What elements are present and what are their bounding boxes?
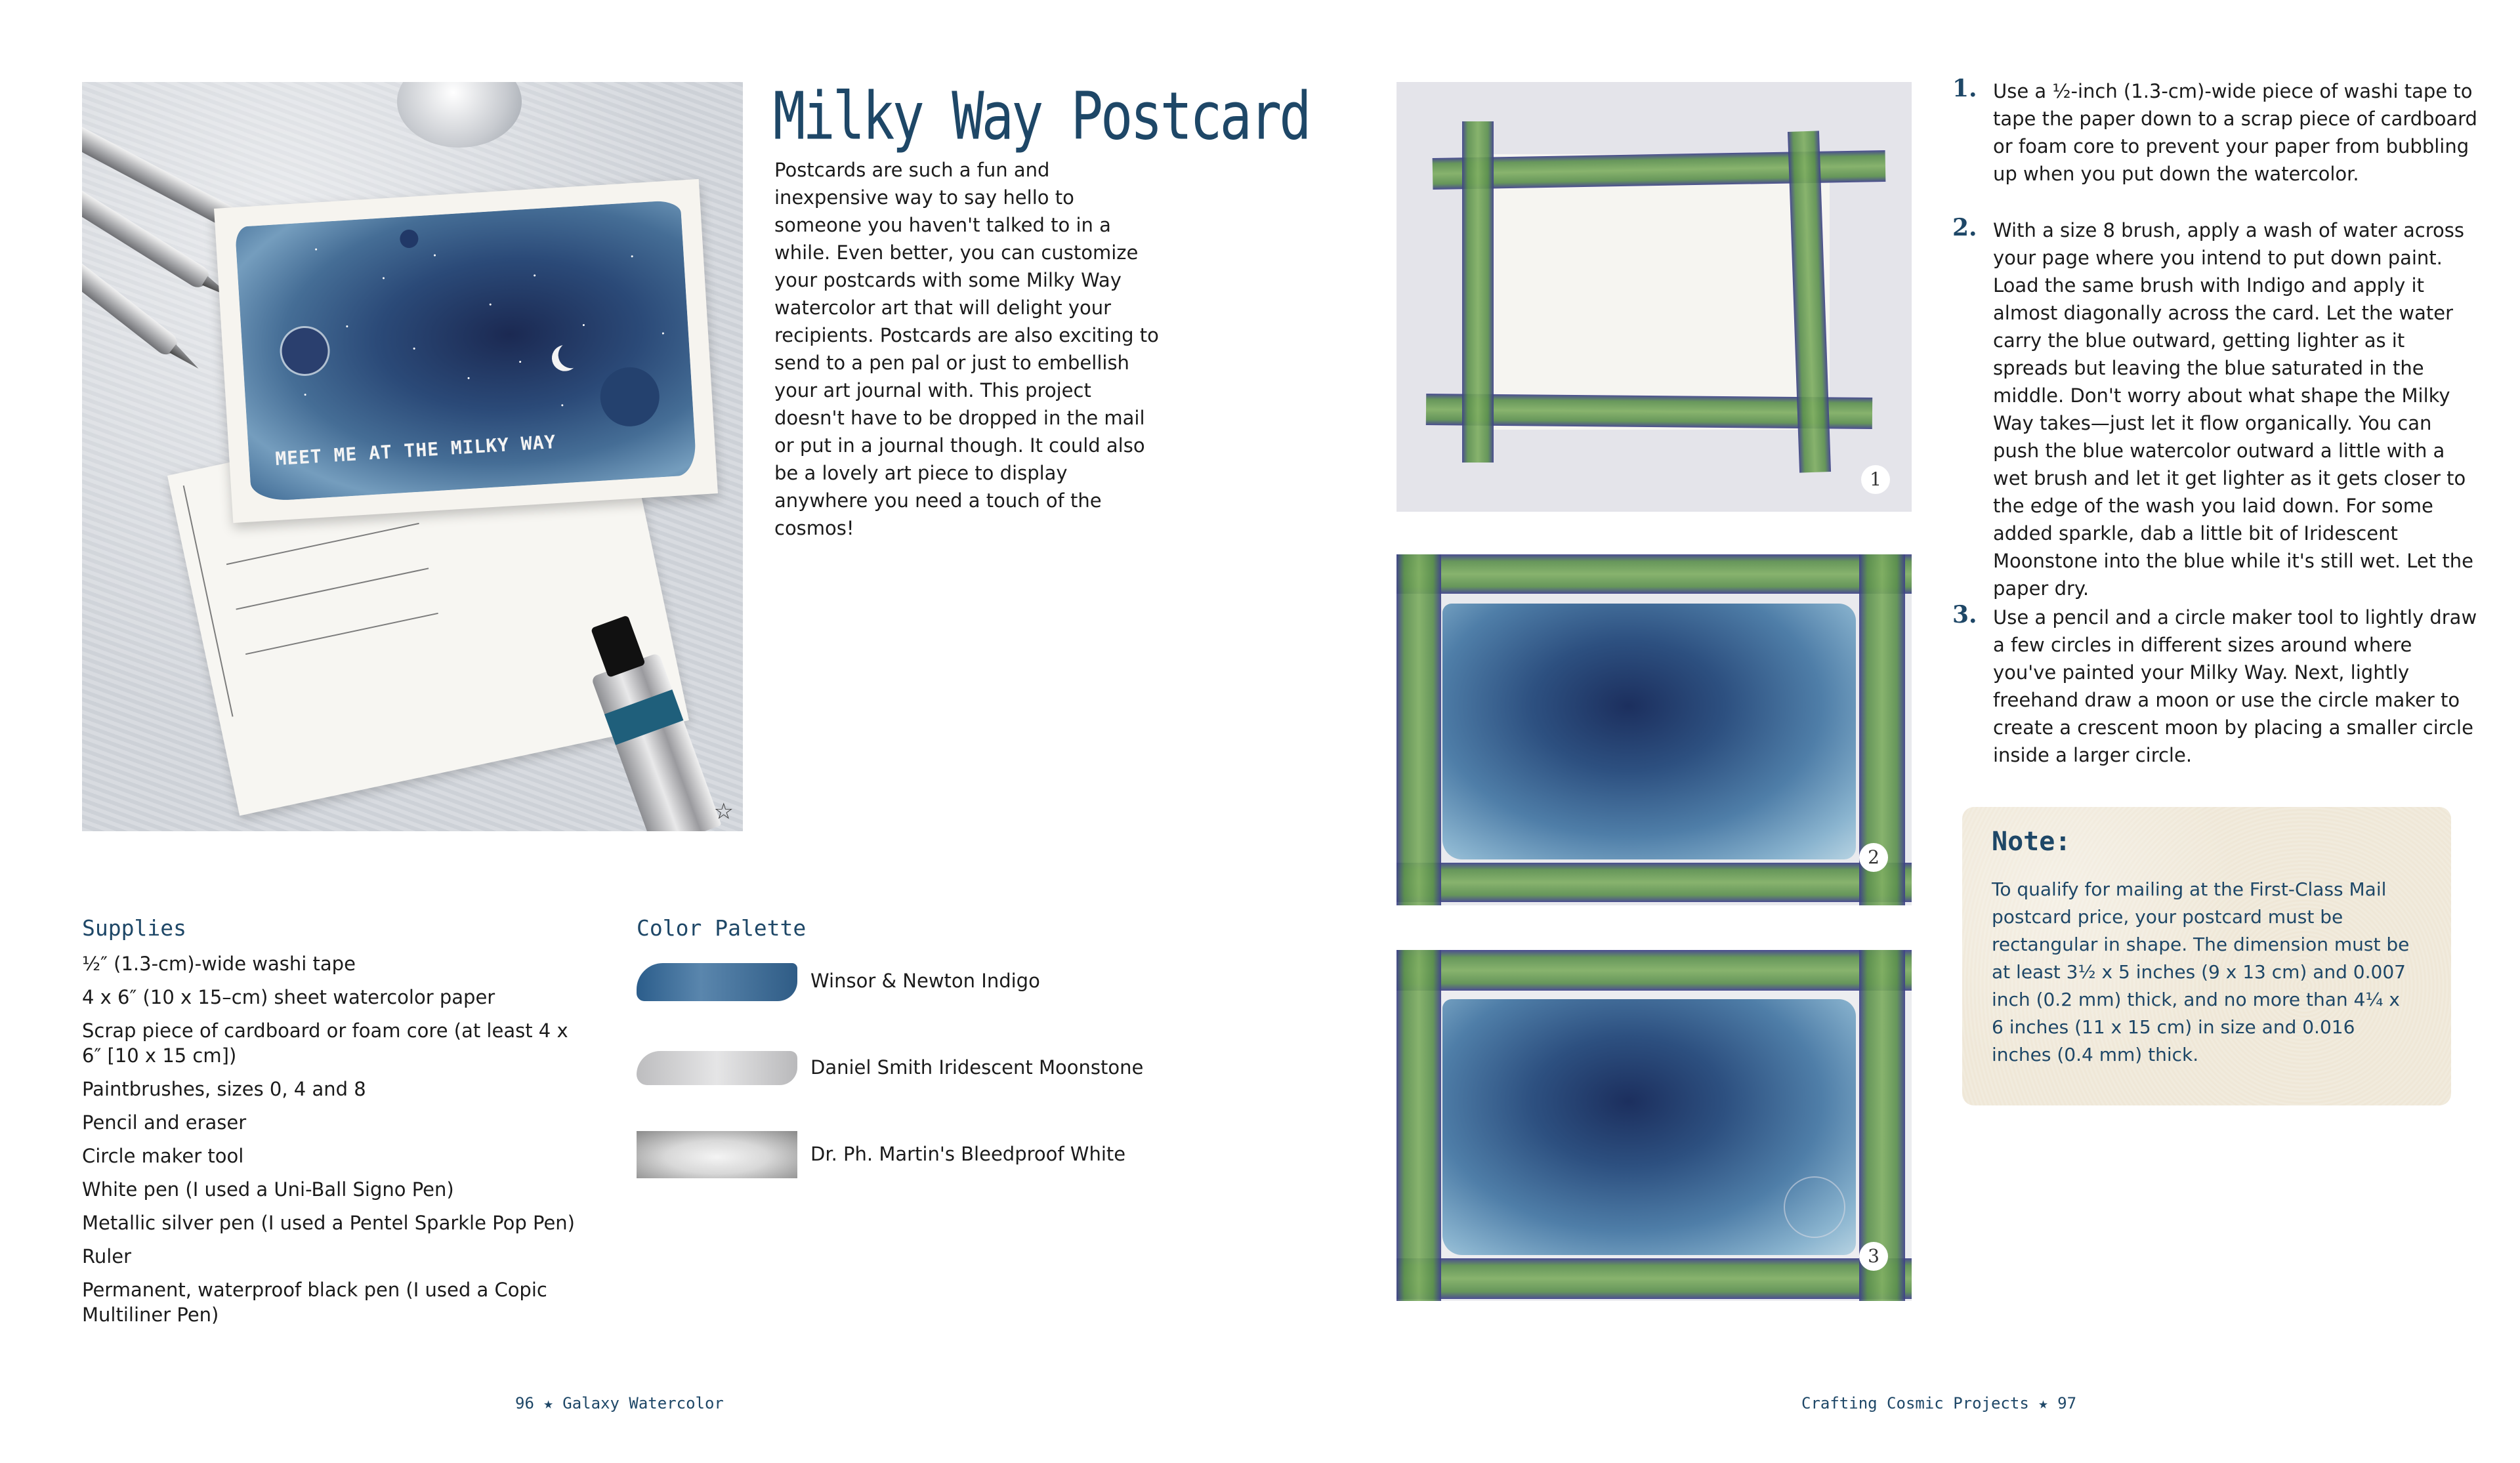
galaxy-painting xyxy=(235,200,697,503)
folio-left: 96 ★ Galaxy Watercolor xyxy=(515,1394,724,1412)
step-badge-2: 2 xyxy=(1859,843,1888,872)
step-1 xyxy=(1952,77,2477,188)
supply-item: Ruler xyxy=(82,1245,132,1267)
step-badge-3: 3 xyxy=(1859,1242,1888,1271)
step-image-2 xyxy=(1396,554,1912,905)
color-swatch-indigo xyxy=(637,963,797,1001)
supply-item: Metallic silver pen (I used a Pentel Sparkle Pop Pen) xyxy=(82,1212,575,1234)
palette-row-white xyxy=(637,1131,1175,1184)
step-image-3 xyxy=(1396,950,1912,1301)
planet-large xyxy=(598,365,661,428)
step-number: 3. xyxy=(1952,601,1977,628)
crescent-moon xyxy=(551,344,579,372)
paint-tube xyxy=(591,653,721,831)
color-name: Dr. Ph. Martin's Bleedproof White xyxy=(810,1143,1126,1165)
note-title: Note: xyxy=(1992,827,2071,857)
step-badge-1: 1 xyxy=(1861,465,1890,494)
postcard-caption: MEET ME AT THE MILKY WAY xyxy=(274,430,557,470)
intro-paragraph: Postcards are such a fun and inexpensive way to say hello to someone you haven't talked to in a while. Even better, you can customize your postcards with some Milky Way watercolor art that will delight your recipients. Postcards are also exciting to send to a pen pal or just to embellish your art journal with. This project doesn't have to be dropped in the mail or put in a journal though. It could also be a lovely art piece to display anywhere you need a touch of the cosmos! xyxy=(774,159,1159,539)
step-image-1 xyxy=(1396,82,1912,512)
palette-heading: Color Palette xyxy=(637,915,807,941)
step-text: With a size 8 brush, apply a wash of water across your page where you intend to put down paint. Load the same brush with Indigo and apply it almost diagonally across the card. Let the water carry the blue outward, getting lighter as it spreads but leaving the blue saturated in the middle. Don't worry about what shape the Milky Way takes—just let it flow organically. You can push the blue watercolor outward a little with a wet brush and let it get lighter as it gets closer to the edge of the wash you laid down. For some added sparkle, dab a little bit of Iridescent Moonstone into the blue while it's still wet. Let the paper dry. xyxy=(1993,219,2473,600)
color-swatch-white xyxy=(637,1131,797,1178)
color-name: Daniel Smith Iridescent Moonstone xyxy=(810,1056,1144,1079)
note-box xyxy=(1962,807,2451,1105)
supply-item: ½″ (1.3-cm)-wide washi tape xyxy=(82,953,356,975)
planet-ringed xyxy=(280,327,329,375)
supply-item: Permanent, waterproof black pen (I used a Copic Multiliner Pen) xyxy=(82,1279,547,1326)
star-icon: ☆ xyxy=(713,798,734,825)
supply-item: Circle maker tool xyxy=(82,1145,244,1167)
palette-row-indigo xyxy=(637,958,1175,1010)
step-3 xyxy=(1952,601,2477,769)
folio-right: Crafting Cosmic Projects ★ 97 xyxy=(1801,1394,2077,1412)
palette-row-moonstone xyxy=(637,1044,1175,1097)
hero-photo xyxy=(82,82,743,831)
step-number: 2. xyxy=(1952,214,1977,241)
supplies-list xyxy=(82,951,581,1336)
glitter-jar xyxy=(397,82,522,148)
color-swatch-moonstone xyxy=(637,1051,797,1085)
supplies-heading: Supplies xyxy=(82,915,186,941)
supply-item: White pen (I used a Uni-Ball Signo Pen) xyxy=(82,1178,454,1201)
postcard-front xyxy=(214,179,718,523)
supply-item: 4 x 6″ (10 x 15–cm) sheet watercolor paper xyxy=(82,986,495,1008)
step-text: Use a ½-inch (1.3-cm)-wide piece of washi tape to tape the paper down to a scrap piece of cardboard or foam core to prevent your paper from bubbling up when you put down the watercolor. xyxy=(1993,80,2477,185)
note-text: To qualify for mailing at the First-Class Mail postcard price, your postcard must be rectangular in shape. The dimension must be at least 3½ x 5 inches (9 x 13 cm) and 0.007 inch (0.2 mm) thick, and no more than 4¼ x 6 inches (11 x 15 cm) in size and 0.016 inches (0.4 mm) thick. xyxy=(1992,878,2410,1065)
step-2 xyxy=(1952,216,2477,602)
planet-small xyxy=(400,229,419,249)
supply-item: Scrap piece of cardboard or foam core (at least 4 x 6″ [10 x 15 cm]) xyxy=(82,1020,568,1067)
supply-item: Paintbrushes, sizes 0, 4 and 8 xyxy=(82,1078,366,1100)
color-name: Winsor & Newton Indigo xyxy=(810,970,1040,992)
step-number: 1. xyxy=(1952,75,1977,102)
step-text: Use a pencil and a circle maker tool to lightly draw a few circles in different sizes around where you've painted your Milky Way. Next, lightly freehand draw a moon or use the circle maker to create a crescent moon by placing a smaller circle inside a larger circle. xyxy=(1993,606,2477,766)
supply-item: Pencil and eraser xyxy=(82,1111,247,1134)
page-title: Milky Way Postcard xyxy=(773,79,1309,155)
